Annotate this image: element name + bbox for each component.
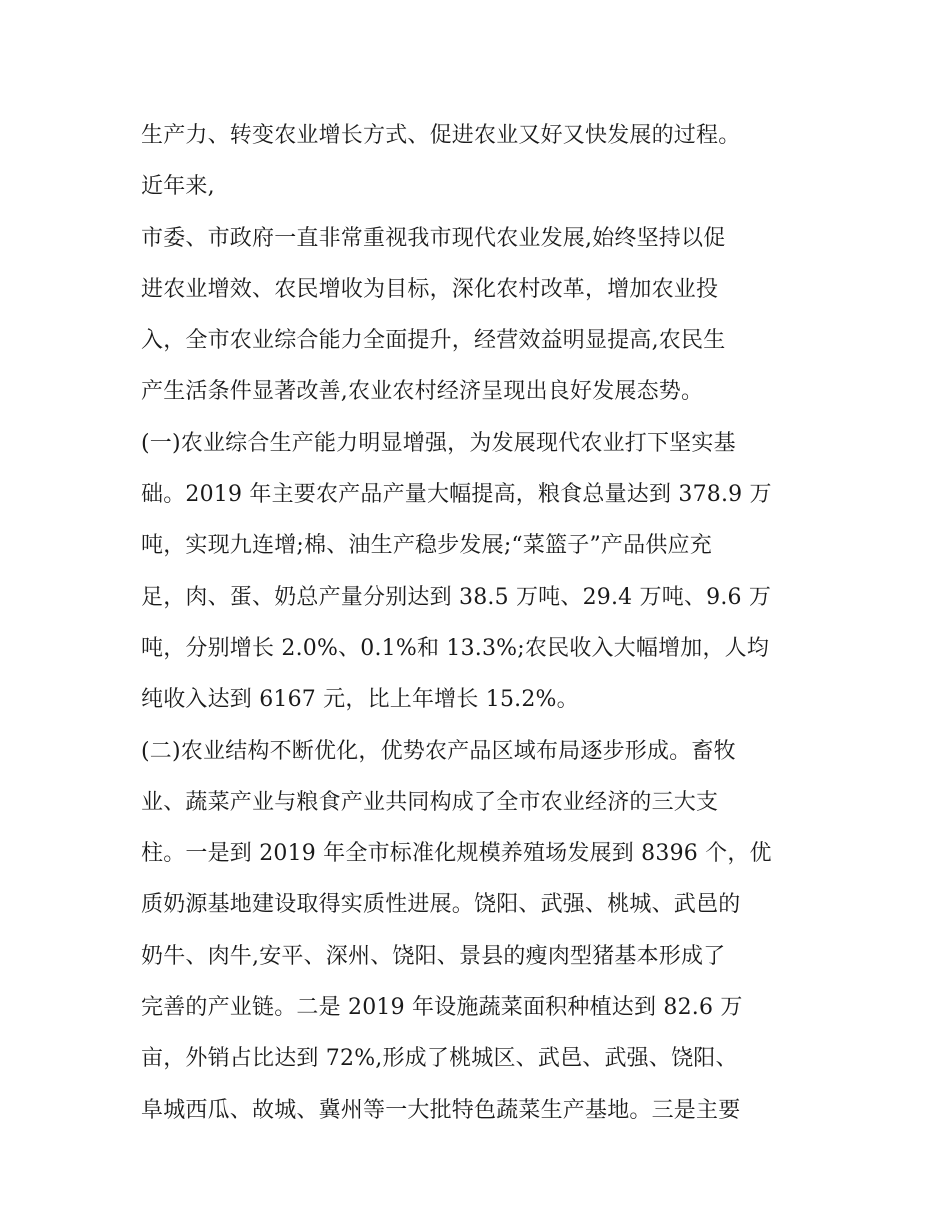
text-line: 产生活条件显著改善,农业农村经济呈现出良好发展态势。 (141, 379, 704, 405)
text-line: (二)农业结构不断优化，优势农产品区域布局逐步形成。畜牧 (141, 738, 736, 764)
text-line: 生产力、转变农业增长方式、促进农业又好又快发展的过程。 (141, 123, 741, 148)
text-line: (一)农业综合生产能力明显增强，为发展现代农业打下坚实基 (141, 430, 736, 456)
text-line: 吨，实现九连增;棉、油生产稳步发展;“菜篮子”产品供应充 (141, 533, 712, 559)
text-line: 近年来, (141, 174, 215, 200)
text-line: 完善的产业链。二是 2019 年设施蔬菜面积种植达到 82.6 万 (141, 995, 743, 1021)
text-line: 质奶源基地建设取得实质性进展。饶阳、武强、桃城、武邑的 (141, 892, 741, 918)
text-line: 吨，分别增长 2.0%、0.1%和 13.3%;农民收入大幅增加，人均 (141, 635, 770, 661)
text-line: 市委、市政府一直非常重视我市现代农业发展,始终坚持以促 (141, 225, 726, 251)
text-line: 柱。一是到 2019 年全市标准化规模养殖场发展到 8396 个，优 (141, 841, 772, 867)
body-text (141, 110, 821, 1136)
text-line: 足，肉、蛋、奶总产量分别达到 38.5 万吨、29.4 万吨、9.6 万 (141, 584, 772, 610)
text-line: 础。2019 年主要农产品产量大幅提高，粮食总量达到 378.9 万 (141, 482, 772, 508)
text-line: 纯收入达到 6167 元，比上年增长 15.2%。 (141, 687, 579, 713)
text-line: 业、蔬菜产业与粮食产业共同构成了全市农业经济的三大支 (141, 789, 719, 815)
text-line: 入，全市农业综合能力全面提升，经营效益明显提高,农民生 (141, 328, 726, 354)
text-line: 亩，外销占比达到 72%,形成了桃城区、武邑、武强、饶阳、 (141, 1046, 738, 1072)
text-line: 进农业增效、农民增收为目标，深化农村改革，增加农业投 (141, 276, 719, 302)
text-line: 阜城西瓜、故城、冀州等一大批特色蔬菜生产基地。三是主要 (141, 1097, 741, 1123)
text-line: 奶牛、肉牛,安平、深州、饶阳、景县的瘦肉型猪基本形成了 (141, 943, 726, 969)
